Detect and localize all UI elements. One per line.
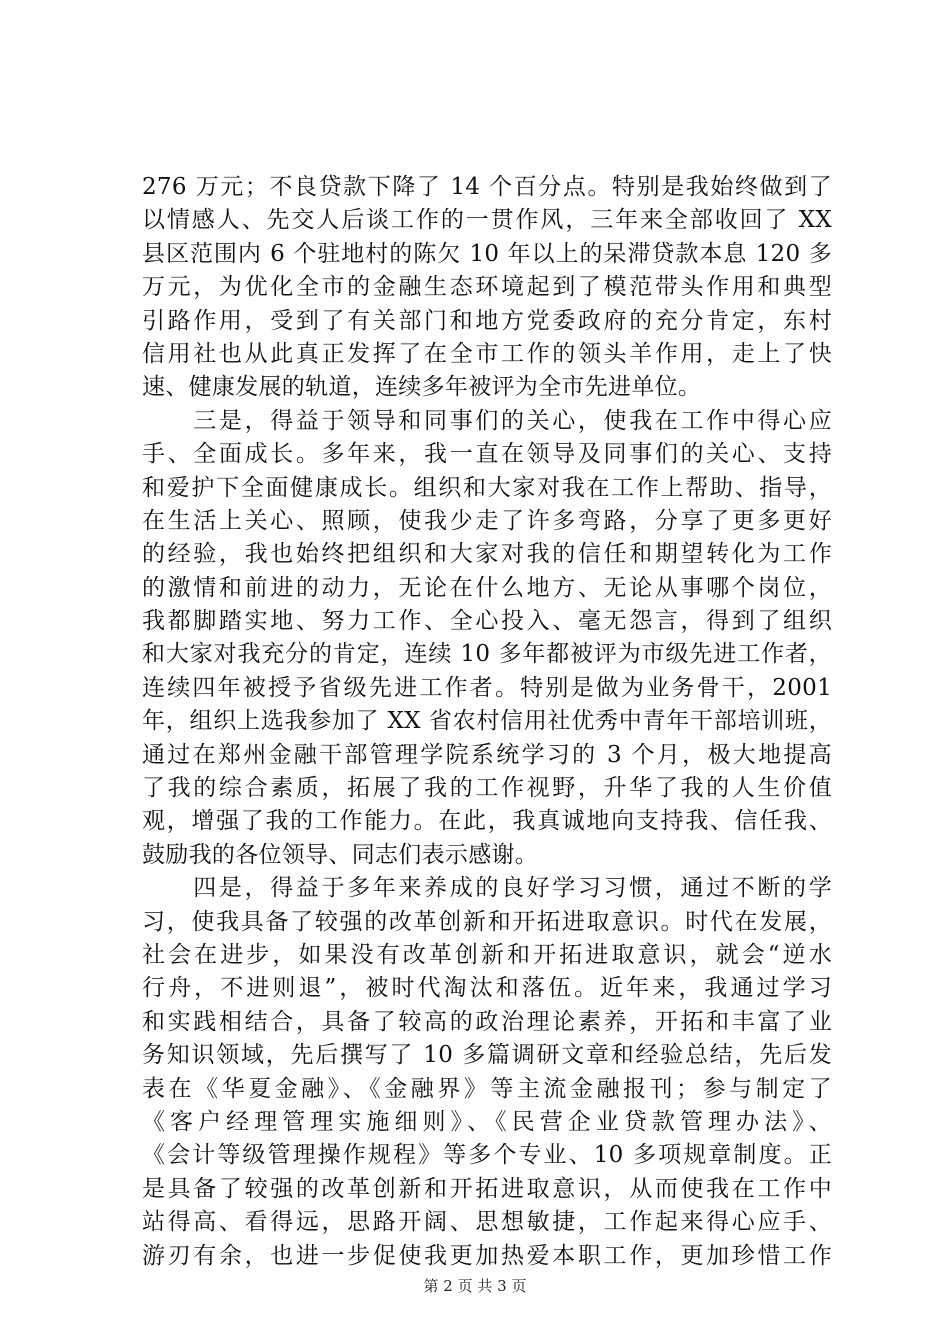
text-line: 县区范围内 6 个驻地村的陈欠 10 年以上的呆滞贷款本息 120 多 bbox=[142, 240, 832, 267]
text-line: 万元，为优化全市的金融生态环境起到了模范带头作用和典型 bbox=[142, 274, 832, 301]
text-line: 276 万元；不良贷款下降了 14 个百分点。特别是我始终做到了 bbox=[142, 174, 832, 200]
page-footer: 第 2 页 共 3 页 bbox=[423, 1277, 527, 1295]
text-line: 连续四年被授予省级先进工作者。特别是做为业务骨干，2001 bbox=[142, 674, 832, 701]
text-line: 和大家对我充分的肯定，连续 10 多年都被评为市级先进工作者， bbox=[142, 641, 832, 668]
text-line: 通过在郑州金融干部管理学院系统学习的 3 个月，极大地提高 bbox=[142, 741, 832, 768]
text-line: 和爱护下全面健康成长。组织和大家对我在工作上帮助、指导， bbox=[142, 474, 832, 501]
paragraph-start-line: 四是，得益于多年来养成的良好学习习惯，通过不断的学 bbox=[142, 875, 832, 902]
paragraph-start-line: 三是，得益于领导和同事们的关心，使我在工作中得心应 bbox=[142, 407, 832, 434]
text-line: 信用社也从此真正发挥了在全市工作的领头羊作用，走上了快 bbox=[142, 340, 832, 367]
text-line: 的激情和前进的动力，无论在什么地方、无论从事哪个岗位， bbox=[142, 574, 832, 601]
text-line: 年，组织上选我参加了 XX 省农村信用社优秀中青年干部培训班， bbox=[142, 708, 832, 735]
text-line: 务知识领域，先后撰写了 10 多篇调研文章和经验总结，先后发 bbox=[142, 1042, 832, 1069]
text-line: 手、全面成长。多年来，我一直在领导及同事们的关心、支持 bbox=[142, 441, 832, 468]
text-line: 《客户经理管理实施细则》、《民营企业贷款管理办法》、 bbox=[142, 1108, 832, 1135]
paragraph-end-line: 速、健康发展的轨道，连续多年被评为全市先进单位。 bbox=[142, 374, 702, 401]
text-line: 的经验，我也始终把组织和大家对我的信任和期望转化为工作 bbox=[142, 541, 832, 568]
text-line: 了我的综合素质，拓展了我的工作视野，升华了我的人生价值 bbox=[142, 775, 832, 802]
text-line: 是具备了较强的改革创新和开拓进取意识，从而使我在工作中 bbox=[142, 1175, 832, 1202]
paragraph-end-line: 鼓励我的各位领导、同志们表示感谢。 bbox=[142, 841, 539, 868]
text-line: 以情感人、先交人后谈工作的一贯作风，三年来全部收回了 XX bbox=[142, 207, 832, 234]
text-line: 习，使我具备了较强的改革创新和开拓进取意识。时代在发展， bbox=[142, 908, 832, 935]
text-line: 表在《华夏金融》、《金融界》等主流金融报刊；参与制定了 bbox=[142, 1075, 832, 1102]
text-line: 行舟，不进则退”，被时代淘汰和落伍。近年来，我通过学习 bbox=[142, 975, 832, 1002]
text-line: 游刃有余，也进一步促使我更加热爱本职工作，更加珍惜工作 bbox=[142, 1242, 832, 1269]
text-line: 在生活上关心、照顾，使我少走了许多弯路，分享了更多更好 bbox=[142, 507, 832, 534]
body-text bbox=[142, 171, 832, 1273]
text-line: 引路作用，受到了有关部门和地方党委政府的充分肯定，东村 bbox=[142, 307, 832, 334]
text-line: 我都脚踏实地、努力工作、全心投入、毫无怨言，得到了组织 bbox=[142, 608, 832, 635]
text-line: 社会在进步，如果没有改革创新和开拓进取意识，就会“逆水 bbox=[142, 941, 832, 968]
text-line: 和实践相结合，具备了较高的政治理论素养，开拓和丰富了业 bbox=[142, 1008, 832, 1035]
text-line: 站得高、看得远，思路开阔、思想敏捷，工作起来得心应手、 bbox=[142, 1209, 832, 1236]
text-line: 《会计等级管理操作规程》等多个专业、10 多项规章制度。正 bbox=[142, 1142, 832, 1169]
text-line: 观，增强了我的工作能力。在此，我真诚地向支持我、信任我、 bbox=[142, 808, 832, 835]
